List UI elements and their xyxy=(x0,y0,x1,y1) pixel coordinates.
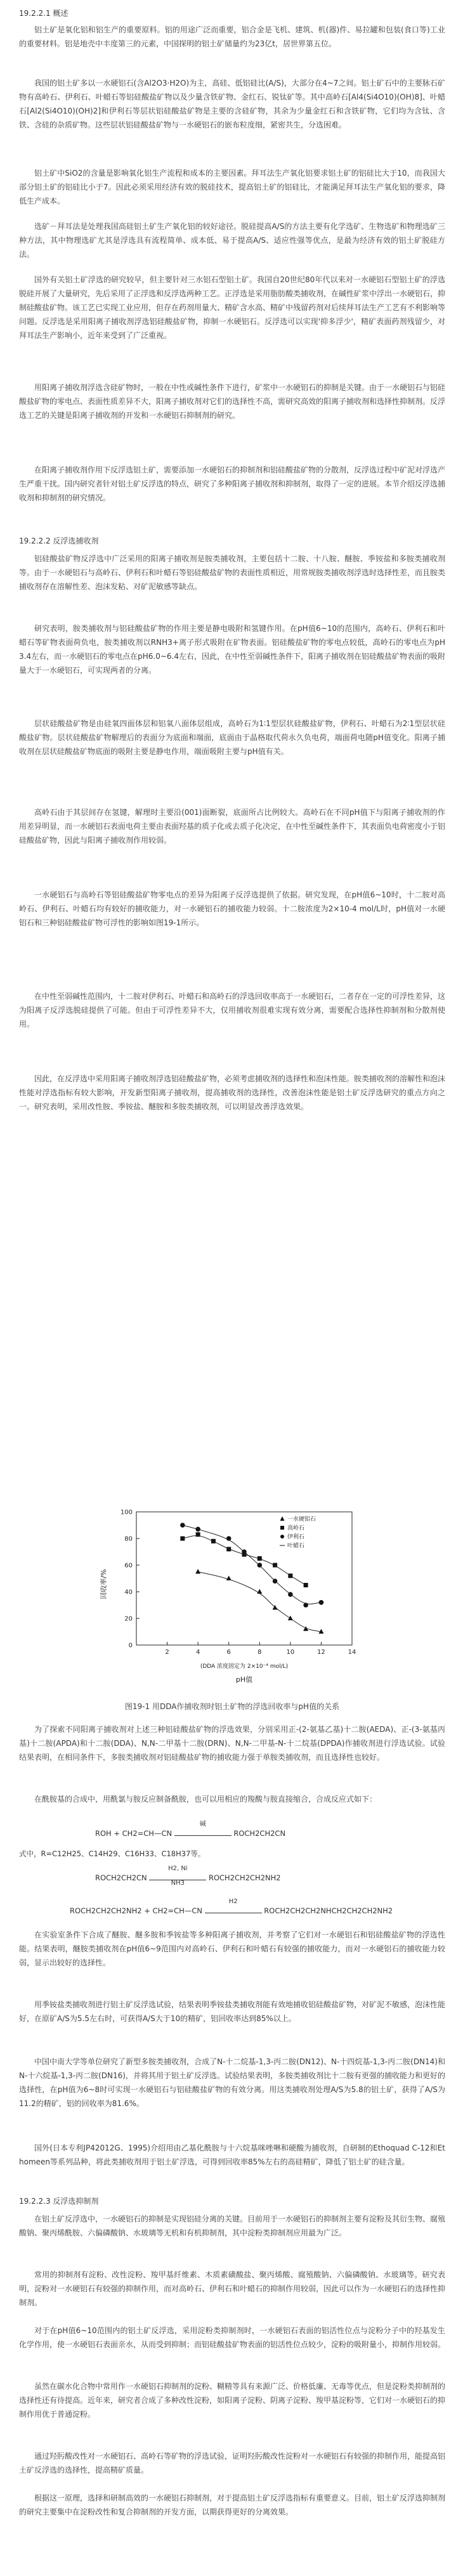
data-point-triangle xyxy=(257,1589,262,1594)
paragraph: 在酰胺基的合成中，用酰氯与胺反应制备酰胺，也可以用相应的羧酸与胺直接缩合，合成反应式如下： xyxy=(34,1795,377,1804)
x-tick-label: 6 xyxy=(226,1649,231,1656)
paragraph: 在铝土矿反浮选中，一水硬铝石的抑制是实现铝硅分离的关键。目前用于一水硬铝石的抑制剂主要有淀粉及其衍生物、腐殖酸钠、聚丙烯酰胺、六偏磷酸钠、水玻璃等无机和有机抑制剂，其中淀粉类抑制剂应用最为广泛。 xyxy=(19,2215,446,2237)
paragraph: 层状硅酸盐矿物是由硅氧四面体层和铝氧八面体层组成，高岭石为1∶1型层状硅酸盐矿物，伊利石、叶蜡石为2∶1型层状硅酸盐矿物。层状硅酸盐矿物解理后的表面分为底面和端面，底面由于晶格取代荷永久负电荷，端面荷电随pH值变化。阳离子捕收剂在层状硅酸盐矿物底面的吸附主要是静电作用，端面吸附主要与pH值有关。 xyxy=(19,719,445,756)
paragraph: 国外有关铝土矿浮选的研究较早，但主要针对三水铝石型铝土矿。我国自20世纪80年代以来对一水硬铝石型铝土矿的浮选脱硅开展了大量研究，先后采用了正浮选和反浮选两种工艺。正浮选是采用脂肪酸类捕收剂，在碱性矿浆中浮出一水硬铝石，抑制硅酸盐矿物。该工艺已实现工业应用，但存在药剂用量大、精矿含水高、精矿中残留药剂对后续拜耳法生产工艺有不利影响等问题。反浮选是采用阳离子捕收剂浮选铝硅酸盐矿物，抑制一水硬铝石。反浮选可以实现'抑多浮少'，精矿表面药剂残留少，对拜耳法生产影响小，近年来受到了广泛重视。 xyxy=(19,275,446,340)
paragraph: 铝硅酸盐矿物反浮选中广泛采用的阳离子捕收剂是胺类捕收剂，主要包括十二胺、十八胺、醚胺、季铵盐和多胺类捕收剂等。由于一水硬铝石与高岭石、伊利石和叶蜡石等铝硅酸盐矿物的表面性质相近，用常规胺类捕收剂浮选时选择性差，而且胺类捕收剂存在溶解性差、泡沫发粘、对矿泥敏感等缺点。 xyxy=(19,554,446,591)
chart-axes xyxy=(136,1512,352,1645)
x-tick-label: 2 xyxy=(165,1649,169,1656)
reaction-arrow xyxy=(149,1865,206,1887)
chart-xlabel: pH值 xyxy=(235,1675,253,1684)
arrow-condition: H2, Ni xyxy=(168,1865,188,1872)
reaction-equation-1 xyxy=(95,1821,286,1840)
paragraph: 高岭石由于其层间存在氢键，解理时主要沿(001)面断裂，底面所占比例较大。高岭石在不同pH值下与阳离子捕收剂的作用差异明显，而一水硬铝石表面电荷主要由表面羟基的质子化或去质子化决定，在中性至碱性条件下，其表面负电荷密度小于铝硅酸盐矿物，因此与阳离子捕收剂作用较弱。 xyxy=(19,808,446,845)
section-heading-19222: 19.2.2.2 反浮选捕收剂 xyxy=(19,537,99,545)
paragraph: 为了探索不同阳离子捕收剂对上述三种铝硅酸盐矿物的浮选效果，分别采用正-(2-氨基乙基)十二胺(AEDA)、正-(3-氨基丙基)十二胺(APDA)和十二胺(DDA)、N,N-二甲基十二胺(DRN)、N,N-二甲基-N-十二烷基(DPDA)作捕收剂进行浮选试验。试验结果表明，在相同条件下，多胺类捕收剂对铝硅酸盐矿物的捕收能力强于单胺类捕收剂，而且选择性也较好。 xyxy=(19,1725,445,1762)
series-line-triangle xyxy=(198,1572,321,1632)
paragraph: 用季铵盐类捕收剂进行铝土矿反浮选试验，结果表明季铵盐类捕收剂能有效地捕收铝硅酸盐矿物，对矿泥不敏感，泡沫性能好，在原矿A/S为5.5左右时，可获得A/S大于10的精矿，铝回收率达到85%以上。 xyxy=(19,2000,446,2023)
reaction-lhs: ROCH2CH2CH2NH2 xyxy=(70,1906,142,1915)
paragraph: 在实验室条件下合成了醚胺、醚多胺和季铵盐等多种阳离子捕收剂，并考察了它们对一水硬铝石和铝硅酸盐矿物的浮选性能。结果表明，醚胺类捕收剂在pH值6~9范围内对高岭石、伊利石和叶蜡石有较强的捕收能力，而对一水硬铝石的捕收能力较弱，显示出较好的选择性。 xyxy=(19,1930,445,1967)
y-tick-label: 40 xyxy=(124,1589,133,1596)
legend-label: 高岭石 xyxy=(287,1525,305,1532)
paragraph: 对于在pH值6~10范围内的铝土矿反浮选，采用淀粉类抑制剂时，一水硬铝石表面的铝活性位点与淀粉分子中的羟基发生化学作用，使一水硬铝石表面亲水，从而受到抑制；而铝硅酸盐矿物表面的铝活性位点较少，淀粉的吸附量小，抑制作用较弱。 xyxy=(19,2326,446,2349)
paragraph: 在中性至弱碱性范围内，十二胺对伊利石、叶蜡石和高岭石的浮选回收率高于一水硬铝石，二者存在一定的可浮性差异，这为阳离子反浮选脱硅提供了可能。但由于可浮性差异不大，仅用捕收剂很难实现有效分离，需要配合选择性抑制剂和分散剂使用。 xyxy=(19,992,446,1029)
x-tick-label: 12 xyxy=(317,1649,325,1656)
y-tick-label: 100 xyxy=(120,1509,133,1516)
paragraph: 选矿－拜耳法是处理我国高硅铝土矿生产氧化铝的较好途径。脱硅提高A/S的方法主要有化学选矿、生物选矿和物理选矿三种方法，其中物理选矿尤其是浮选具有流程简单、成本低、易于提高A/S、适应性强等优点，是最为经济有效的铝土矿脱硅方法。 xyxy=(19,222,445,259)
paragraph: 中国中南大学等单位研究了新型多胺类捕收剂，合成了N-十二烷基-1,3-丙二胺(DN12)、N-十四烷基-1,3-丙二胺(DN14)和N-十六烷基-1,3-丙二胺(DN16)，并将其用于铝土矿反浮选。试验结果表明，多胺类捕收剂比十二胺有更强的捕收能力和更好的选择性，在pH值为6~8时可实现一水硬铝石与铝硅酸盐矿物的有效分离。用这类捕收剂处理A/S为5.8的铝土矿，获得了A/S为11.2的精矿，铝的回收率为81.6%。 xyxy=(19,2057,445,2108)
paragraph: 铝土矿是氧化铝和铝生产的重要原料。铝的用途广泛而重要，铝合金是飞机、建筑、机(器)件、易拉罐和包装(食口等)工业的重要材料。铝是地壳中丰度第三的元素，中国探明的铝土矿储量约为23亿t，居世界第五位。 xyxy=(19,25,445,48)
figure-caption: 图19-1 用DDA作捕收剂时铝土矿物的浮选回收率与pH值的关系 xyxy=(124,1702,340,1711)
paragraph: 国外(日本专利JP42012G、1995)介绍用由乙基化酰胺与十六烷基咪唑啉和硬酸为捕收剂，自研制的Ethoquad C-12和Ethomeen等系列品种，将此类捕收剂用于铝土矿浮选，可得到回收率85%左右的高硅精矿，降低了铝土矿的硅含量。 xyxy=(19,2143,445,2166)
plot-frame xyxy=(136,1512,352,1645)
y-tick-label: 0 xyxy=(128,1642,133,1649)
legend-marker xyxy=(280,1535,284,1538)
recovery-vs-ph-chart xyxy=(92,1502,371,1686)
arrow-line xyxy=(174,1835,232,1836)
reaction-plus: + CH2=CH—CN xyxy=(144,1906,202,1915)
legend-label: 叶蜡石 xyxy=(287,1543,305,1549)
y-tick-label: 20 xyxy=(124,1615,133,1623)
paragraph: 常用的抑制剂有淀粉、改性淀粉、羧甲基纤维素、木质素磺酸盐、聚丙烯酸、腐殖酸钠、六偏磷酸钠、水玻璃等。研究表明，淀粉对一水硬铝石有较强的抑制作用，而对高岭石、伊利石和叶蜡石的抑制作用较弱，因此可以作为一水硬铝石的选择性抑制剂。 xyxy=(19,2270,446,2307)
reaction-equation-3 xyxy=(70,1898,393,1918)
paragraph: 一水硬铝石与高岭石等铝硅酸盐矿物零电点的差异为阳离子反浮选提供了依据。研究发现，在pH值6~10时，十二胺对高岭石、伊利石、叶蜡石均有较好的捕收能力，对一水硬铝石的捕收能力较弱。十二胺浓度为2×10-4 mol/L时，pH值对一水硬铝石和三种铝硅酸盐矿物可浮性的影响如图19-1所示。 xyxy=(19,890,445,927)
legend-label: 伊利石 xyxy=(287,1534,305,1540)
chart-annotation: (DDA 浓度固定为 2×10⁻⁴ mol/L) xyxy=(200,1663,289,1670)
chart-ylabel: 回收率/% xyxy=(100,1569,108,1599)
legend-marker xyxy=(280,1526,284,1530)
paragraph: 铝土矿中SiO2的含量是影响氧化铝生产流程和成本的主要因素。拜耳法生产氧化铝要求铝土矿的铝硅比大于10，而我国大部分铝土矿的铝硅比小于7。因此必须采用经济有效的脱硅技术，提高铝土矿的铝硅比，才能满足拜耳法生产氧化铝的要求，降低生产成本。 xyxy=(19,169,445,205)
chart-legend xyxy=(280,1515,316,1549)
legend-label: 一水硬铝石 xyxy=(287,1516,316,1523)
paragraph: 在阳离子捕收剂作用下反浮选铝土矿，需要添加一水硬铝石的抑制剂和铝硅酸盐矿物的分散剂，反浮选过程中矿泥对浮选产生严重干扰。国内研究者针对铝土矿反浮选的特点，研究了多种阳离子捕收剂和抑制剂，取得了一定的进展。本节介绍反浮选捕收剂和抑制剂的研究情况。 xyxy=(19,465,446,502)
arrow-condition-below: NH3 xyxy=(171,1880,185,1887)
section-heading-19223: 19.2.2.3 反浮选抑制剂 xyxy=(19,2197,99,2206)
paragraph: 研究表明，胺类捕收剂与铝硅酸盐矿物的作用主要是静电吸附和氢键作用。在pH值6~10的范围内，高岭石、伊利石和叶蜡石等矿物表面荷负电，胺类捕收剂以RNH3+离子形式吸附在矿物表面。铝硅酸盐矿物的零电点较低，高岭石的零电点为pH3.4左右，而一水硬铝石的零电点在pH6.0~6.4左右，因此，在中性至弱碱性条件下，阳离子捕收剂在铝硅酸盐矿物表面的吸附量大于一水硬铝石，可实现两者的分离。 xyxy=(19,624,445,675)
y-tick-label: 80 xyxy=(124,1535,133,1543)
data-point-triangle xyxy=(195,1569,200,1574)
section-heading-19221: 19.2.2.1 概述 xyxy=(19,9,68,18)
x-tick-label: 4 xyxy=(195,1649,200,1656)
reaction-lhs: ROH + CH2=CH—CN xyxy=(95,1829,173,1838)
x-tick-label: 10 xyxy=(286,1649,295,1656)
reaction-arrow xyxy=(174,1821,232,1836)
arrow-condition: 碱 xyxy=(199,1821,206,1828)
paragraph: 根据这一原理，选择和研制高效的一水硬铝石抑制剂，对于提高铝土矿反浮选指标有重要意义。目前，铝土矿反浮选抑制剂的研究主要集中在淀粉改性和复合抑制剂的开发方面，以期获得更好的分离效果。 xyxy=(19,2494,446,2516)
x-tick-label: 14 xyxy=(348,1649,356,1656)
reaction-equation-2 xyxy=(95,1865,281,1887)
paragraph: 因此，在反浮选中采用阳离子捕收剂浮选铝硅酸盐矿物，必须考虑捕收剂的选择性和泡沫性能。胺类捕收剂的溶解性和泡沫性能对浮选指标有较大影响，开发新型阳离子捕收剂，提高捕收剂的选择性，改善泡沫性能是铝土矿反浮选研究的重点方向之一。研究表明，采用改性胺、季铵盐、醚胺和多胺类捕收剂，可以明显改善浮选效果。 xyxy=(19,1074,446,1111)
chart-curves xyxy=(183,1525,322,1632)
reaction-rhs: ROCH2CH2CH2NHCH2CH2CH2NH2 xyxy=(264,1906,393,1915)
reaction-rhs: ROCH2CH2CN xyxy=(233,1829,286,1838)
arrow-condition: H2 xyxy=(228,1898,238,1905)
reaction-arrow xyxy=(205,1898,262,1913)
legend-marker xyxy=(280,1516,285,1521)
paragraph: 通过羟肟酸改性对一水硬铝石、高岭石等矿物的浮选试验，证明羟肟酸改性淀粉对一水硬铝石有较强的抑制作用，能提高铝土矿反浮选的选择性，提高精矿质量。 xyxy=(19,2452,446,2475)
reaction-rhs: ROCH2CH2CH2NH2 xyxy=(208,1873,281,1882)
y-tick-label: 60 xyxy=(124,1562,133,1570)
paragraph: 虽然在碳水化合物中常用作一水硬铝石抑制剂的淀粉、糊精等具有来源广泛、价格低廉、无毒等优点，但是淀粉类抑制剂的选择性还有待提高。近年来，研究者合成了多种改性淀粉，如阳离子淀粉、阴离子淀粉、羧甲基淀粉等，它们对一水硬铝石的抑制作用优于普通淀粉。 xyxy=(19,2382,446,2419)
paragraph: 我国的铝土矿多以一水硬铝石(含Al2O3·H2O)为主，高硅、低铝硅比(A/S)，大部分在4~7之间。铝土矿石中的主要脉石矿物有高岭石、伊利石、叶蜡石等铝硅酸盐矿物以及少量含铁矿物、金红石、锐钛矿等。其中高岭石[Al4(Si4O10)(OH)8]、叶蜡石[Al2(Si4O10)(OH)2]和伊利石等层状铝硅酸盐矿物是主要的含硅矿物，其余为少量金红石和含铁矿物，它们均为含钛、含铁、含硅的杂质矿物。这些层状铝硅酸盐矿物与一水硬铝石的嵌布粒度细，紧密共生，分选困难。 xyxy=(19,79,445,129)
paragraph: 用阳离子捕收剂浮选含硅矿物时，一般在中性或碱性条件下进行，矿浆中一水硬铝石的抑制是关键。由于一水硬铝石与铝硅酸盐矿物的零电点、表面性质差异不大，阳离子捕收剂对它们的选择性不高，需研究高效的阳离子捕收剂和选择性抑制剂。反浮选工艺的关键是阳离子捕收剂的开发和一水硬铝石抑制剂的研究。 xyxy=(19,383,446,420)
formula-note: 式中，R=C12H25、C14H29、C16H33、C18H37等。 xyxy=(19,1849,205,1858)
x-tick-label: 8 xyxy=(258,1649,262,1656)
reaction-lhs: ROCH2CH2CN xyxy=(95,1873,147,1882)
